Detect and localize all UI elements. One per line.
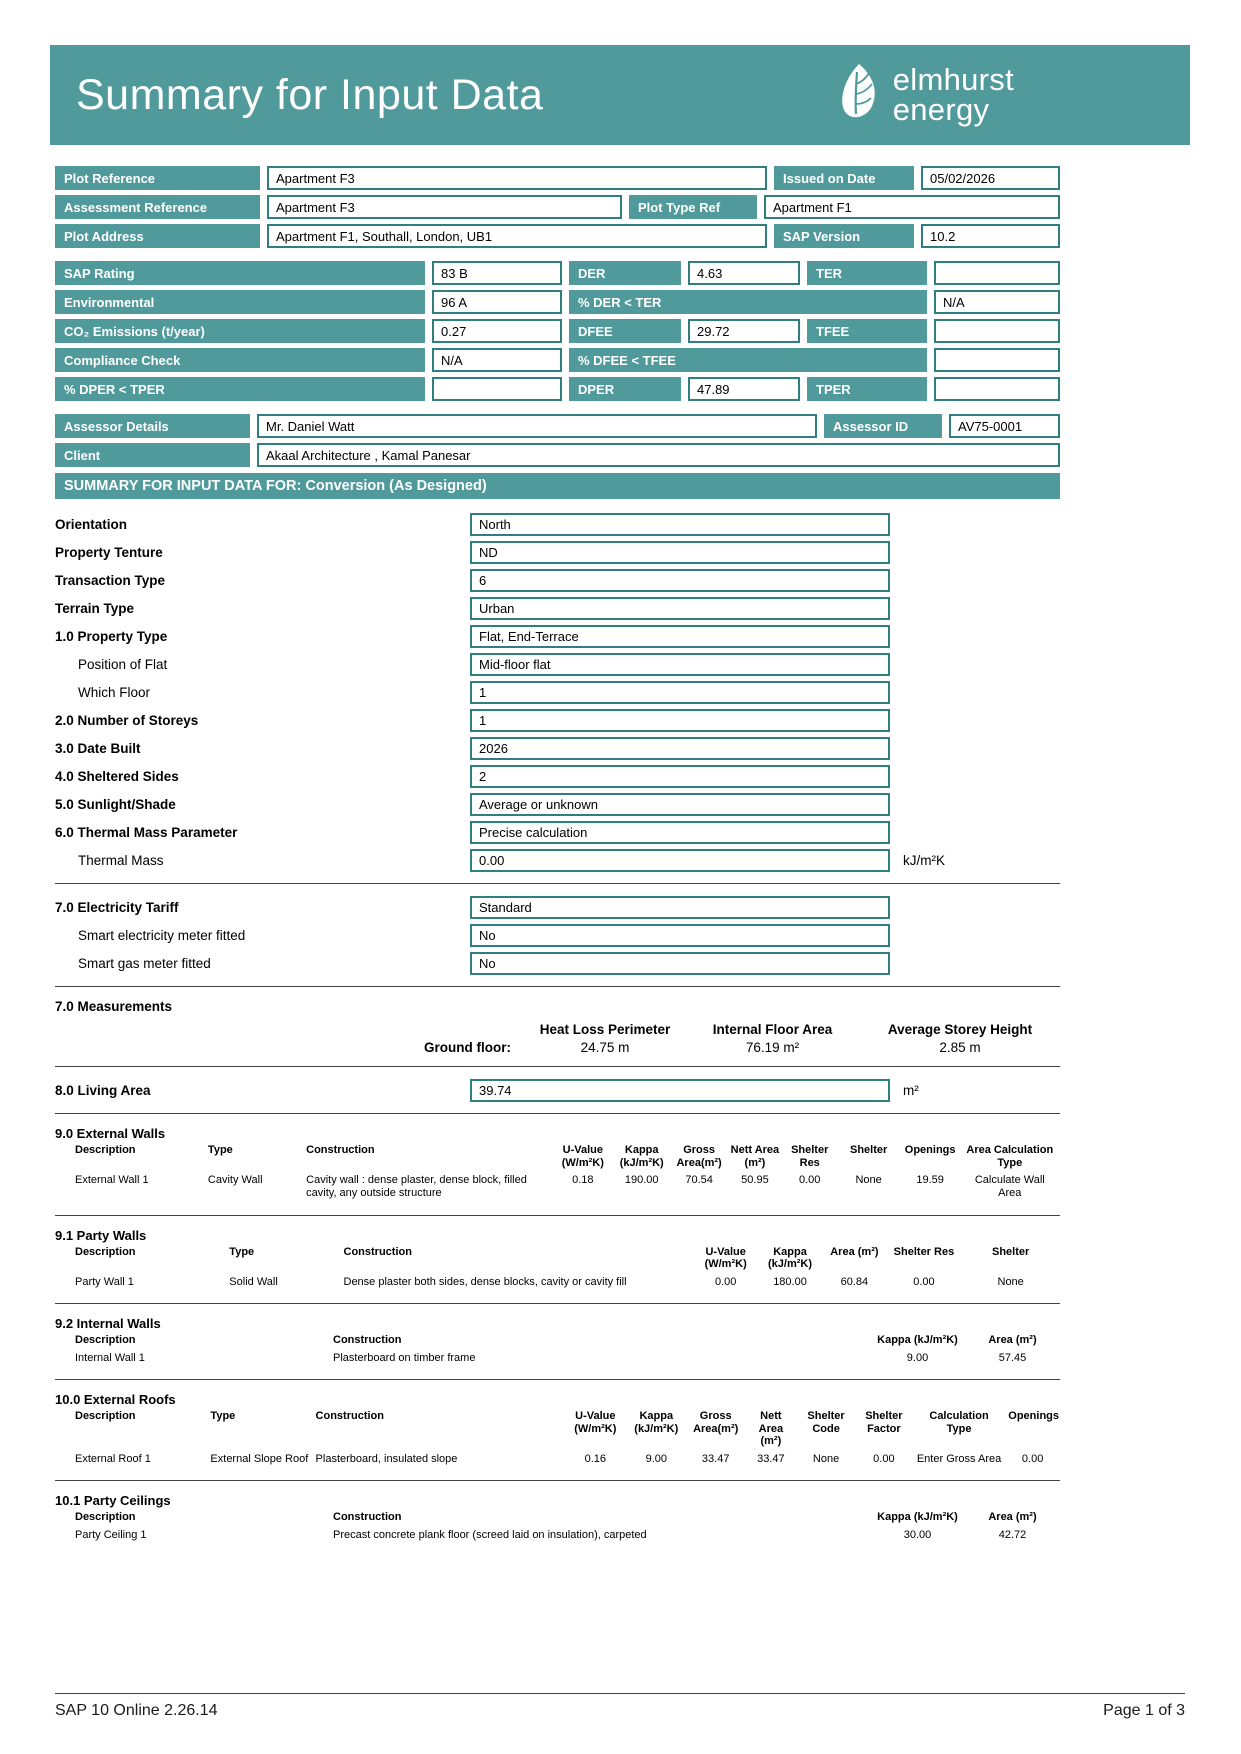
section-divider <box>55 1215 1060 1216</box>
software-version: SAP 10 Online 2.26.14 <box>55 1702 218 1719</box>
page-number: Page 1 of 3 <box>1103 1702 1185 1719</box>
col-header: Kappa (kJ/m²K) <box>768 1245 813 1271</box>
cell: Dense plaster both sides, dense blocks, cavity or cavity fill <box>343 1275 627 1288</box>
orientation-row <box>55 513 1060 536</box>
pct-der-ter-label: % DER < TER <box>569 290 927 314</box>
cell: Calculate Wall Area <box>974 1174 1045 1200</box>
cell: 33.47 <box>701 1452 730 1465</box>
col-header: Shelter <box>849 1144 888 1156</box>
field-value: Standard <box>470 896 890 919</box>
col-header: Area (m²) <box>830 1245 879 1258</box>
sap-rating-label: SAP Rating <box>55 261 425 285</box>
plot-reference-value: Apartment F3 <box>267 166 767 190</box>
col-header: Description <box>75 1144 136 1156</box>
field-unit: kJ/m²K <box>903 853 945 868</box>
col-header: Calculation Type <box>929 1409 989 1435</box>
issued-on-date-value: 05/02/2026 <box>921 166 1060 190</box>
living-area-row <box>55 1079 1060 1102</box>
table-row <box>55 1349 1060 1368</box>
smart-electricity-meter-row <box>55 924 1060 947</box>
col-header: Construction <box>315 1409 384 1422</box>
cell: None <box>997 1275 1024 1288</box>
internal-walls-section <box>55 1316 1060 1368</box>
table-row <box>55 1273 1060 1292</box>
which-floor-row <box>55 681 1060 704</box>
field-label: 1.0 Property Type <box>55 629 168 644</box>
client-row <box>55 443 1060 467</box>
section-divider <box>55 1379 1060 1380</box>
field-value: 1 <box>470 709 890 732</box>
field-label: Smart electricity meter fitted <box>78 928 246 943</box>
assessor-details-value: Mr. Daniel Watt <box>257 414 817 438</box>
cell: Plasterboard, insulated slope <box>315 1452 458 1465</box>
tfee-label: TFEE <box>807 319 927 343</box>
assessor-id-value: AV75-0001 <box>949 414 1060 438</box>
plot-reference-label: Plot Reference <box>55 166 260 190</box>
assessment-reference-row <box>55 195 1060 219</box>
field-value: North <box>470 513 890 536</box>
cell: Enter Gross Area <box>916 1452 1002 1465</box>
logo-text <box>892 61 1014 127</box>
environmental-row <box>55 290 1060 314</box>
cell: External Slope Roof <box>210 1452 309 1465</box>
party-walls-table <box>55 1244 1060 1292</box>
cell: None <box>855 1174 882 1187</box>
field-value: Flat, End-Terrace <box>470 625 890 648</box>
internal-floor-area-value: 76.19 m² <box>745 1040 800 1055</box>
assessment-reference-value: Apartment F3 <box>267 195 622 219</box>
col-header: Description <box>75 1409 136 1422</box>
summary-section-header: SUMMARY FOR INPUT DATA FOR: Conversion (As Designed) <box>55 473 1060 499</box>
external-roofs-section <box>55 1392 1060 1469</box>
field-value: 2 <box>470 765 890 788</box>
col-header: Kappa (kJ/m²K) <box>634 1409 679 1435</box>
average-storey-height-value: 2.85 m <box>939 1040 981 1055</box>
pct-der-ter-value: N/A <box>934 290 1060 314</box>
col-header: Construction <box>343 1245 412 1258</box>
co2-emissions-label: CO₂ Emissions (t/year) <box>55 319 425 343</box>
cell: Internal Wall 1 <box>75 1351 145 1364</box>
section-divider <box>55 986 1060 987</box>
col-header: Kappa (kJ/m²K) <box>877 1511 958 1524</box>
cell: 57.45 <box>998 1351 1027 1364</box>
col-header: Area (m²) <box>988 1511 1037 1524</box>
party-ceilings-table <box>55 1509 1060 1545</box>
cell: 30.00 <box>903 1528 932 1541</box>
sap-version-label: SAP Version <box>774 224 914 248</box>
compliance-check-row <box>55 348 1060 372</box>
cell: Solid Wall <box>229 1275 278 1288</box>
measurements-title: 7.0 Measurements <box>55 999 173 1014</box>
col-header: Gross Area(m²) <box>693 1409 739 1435</box>
cell: Party Ceiling 1 <box>75 1528 147 1541</box>
field-label: 2.0 Number of Storeys <box>55 713 199 728</box>
col-header: Shelter <box>992 1245 1030 1258</box>
page-title: Summary for Input Data <box>76 70 544 119</box>
ter-label: TER <box>807 261 927 285</box>
col-header: Kappa (kJ/m²K) <box>877 1334 958 1347</box>
measurements-section <box>55 999 1060 1055</box>
field-value: Urban <box>470 597 890 620</box>
cell: 19.59 <box>916 1174 944 1187</box>
section-divider <box>55 1113 1060 1114</box>
issued-on-date-label: Issued on Date <box>774 166 914 190</box>
col-header: Description <box>75 1334 136 1347</box>
col-header: Nett Area (m²) <box>730 1144 780 1169</box>
col-header: Description <box>75 1245 136 1258</box>
leaf-icon <box>835 62 881 129</box>
report-body <box>55 166 1060 1545</box>
dper-label: DPER <box>569 377 681 401</box>
sap-rating-value: 83 B <box>432 261 562 285</box>
col-header: Construction <box>333 1511 402 1524</box>
col-header: U-Value (W/m²K) <box>704 1245 747 1271</box>
cell: 0.00 <box>913 1275 935 1288</box>
sap-version-value: 10.2 <box>921 224 1060 248</box>
sheltered-sides-row <box>55 765 1060 788</box>
dper-value: 47.89 <box>688 377 800 401</box>
thermal-mass-parameter-row <box>55 821 1060 844</box>
position-of-flat-row <box>55 653 1060 676</box>
cell: External Wall 1 <box>75 1174 149 1187</box>
cell: 180.00 <box>773 1275 807 1288</box>
table-row <box>55 1526 1060 1545</box>
property-type-row <box>55 625 1060 648</box>
col-header: Type <box>229 1245 255 1258</box>
environmental-value: 96 A <box>432 290 562 314</box>
field-value: 39.74 <box>470 1079 890 1102</box>
client-value: Akaal Architecture , Kamal Panesar <box>257 443 1060 467</box>
col-header: Area Calculation Type <box>966 1144 1054 1169</box>
field-label: Transaction Type <box>55 573 166 588</box>
transaction-type-row <box>55 569 1060 592</box>
field-label: 3.0 Date Built <box>55 741 141 756</box>
footer-rule <box>55 1693 1185 1694</box>
cell: External Roof 1 <box>75 1452 151 1465</box>
col-header: Shelter Res <box>893 1245 955 1258</box>
measurements-col-header: Heat Loss Perimeter <box>539 1022 671 1037</box>
sunlight-shade-row <box>55 793 1060 816</box>
internal-walls-title: 9.2 Internal Walls <box>55 1316 161 1332</box>
heat-loss-perimeter-value: 24.75 m <box>580 1040 630 1055</box>
col-header: Description <box>75 1511 136 1524</box>
party-walls-title: 9.1 Party Walls <box>55 1227 147 1243</box>
field-label: Which Floor <box>78 685 151 700</box>
assessor-id-label: Assessor ID <box>824 414 942 438</box>
pct-dfee-tfee-label: % DFEE < TFEE <box>569 348 927 372</box>
cell: 9.00 <box>906 1351 929 1364</box>
cell: Cavity wall : dense plaster, dense block, filled cavity, any outside structure <box>306 1174 527 1200</box>
field-unit: m² <box>903 1083 919 1098</box>
measurements-col-header: Average Storey Height <box>887 1022 1033 1037</box>
measurements-col-header: Internal Floor Area <box>712 1022 833 1037</box>
cell: Party Wall 1 <box>75 1275 134 1288</box>
assessor-row <box>55 414 1060 438</box>
section-divider <box>55 1066 1060 1067</box>
compliance-check-value: N/A <box>432 348 562 372</box>
field-value: Average or unknown <box>470 793 890 816</box>
col-header: Type <box>207 1144 233 1156</box>
cell: 190.00 <box>624 1174 659 1187</box>
col-header: Shelter Factor <box>865 1409 903 1435</box>
cell: 70.54 <box>685 1174 713 1187</box>
logo-line-2: energy <box>892 92 990 127</box>
tfee-value <box>934 319 1060 343</box>
cell: 0.00 <box>714 1275 737 1288</box>
cell: 60.84 <box>840 1275 869 1288</box>
field-label: Position of Flat <box>78 657 168 672</box>
party-ceilings-title: 10.1 Party Ceilings <box>55 1493 171 1509</box>
col-header: Construction <box>306 1144 375 1156</box>
field-value: 6 <box>470 569 890 592</box>
section-divider <box>55 1480 1060 1481</box>
compliance-check-label: Compliance Check <box>55 348 425 372</box>
field-value: Precise calculation <box>470 821 890 844</box>
cell: 0.00 <box>873 1452 895 1465</box>
date-built-row <box>55 737 1060 760</box>
report-header <box>50 45 1190 145</box>
cell: 0.18 <box>572 1174 594 1187</box>
assessment-reference-label: Assessment Reference <box>55 195 260 219</box>
col-header: Openings <box>1008 1409 1060 1422</box>
cell: Plasterboard on timber frame <box>333 1351 476 1364</box>
pct-dfee-tfee-value <box>934 348 1060 372</box>
dper-row <box>55 377 1060 401</box>
col-header: Kappa (kJ/m²K) <box>619 1144 664 1169</box>
der-value: 4.63 <box>688 261 800 285</box>
field-value: No <box>470 924 890 947</box>
co2-emissions-value: 0.27 <box>432 319 562 343</box>
page-footer <box>55 1693 1185 1720</box>
external-walls-section <box>55 1126 1060 1204</box>
col-header: Type <box>210 1409 236 1422</box>
terrain-type-row <box>55 597 1060 620</box>
party-ceilings-section <box>55 1493 1060 1545</box>
field-value: 1 <box>470 681 890 704</box>
col-header: U-Value (W/m²K) <box>561 1144 604 1169</box>
field-label: 4.0 Sheltered Sides <box>55 769 179 784</box>
col-header: U-Value (W/m²K) <box>574 1409 617 1435</box>
col-header: Shelter Code <box>807 1409 845 1435</box>
col-header: Area (m²) <box>988 1334 1037 1347</box>
electricity-tariff-row <box>55 896 1060 919</box>
field-label: Terrain Type <box>55 601 135 616</box>
field-value: No <box>470 952 890 975</box>
der-label: DER <box>569 261 681 285</box>
field-label: Smart gas meter fitted <box>78 956 211 971</box>
plot-address-row <box>55 224 1060 248</box>
tper-value <box>934 377 1060 401</box>
cell: 9.00 <box>645 1452 667 1465</box>
plot-reference-row <box>55 166 1060 190</box>
cell: 33.47 <box>757 1452 785 1465</box>
cell: None <box>812 1452 840 1465</box>
col-header: Gross Area(m²) <box>676 1144 722 1169</box>
field-value: ND <box>470 541 890 564</box>
col-header: Nett Area (m²) <box>758 1409 784 1448</box>
environmental-label: Environmental <box>55 290 425 314</box>
field-value: 2026 <box>470 737 890 760</box>
cell: 0.16 <box>584 1452 607 1465</box>
field-label: 6.0 Thermal Mass Parameter <box>55 825 238 840</box>
table-row <box>55 1450 1060 1469</box>
assessor-details-label: Assessor Details <box>55 414 250 438</box>
pct-dper-tper-value <box>432 377 562 401</box>
cell: 0.00 <box>1021 1452 1044 1465</box>
plot-address-value: Apartment F1, Southall, London, UB1 <box>267 224 767 248</box>
property-tenture-row <box>55 541 1060 564</box>
external-walls-table <box>55 1142 1060 1204</box>
measurements-row-label: Ground floor: <box>424 1040 511 1055</box>
plot-address-label: Plot Address <box>55 224 260 248</box>
col-header: Shelter Res <box>791 1144 829 1169</box>
cell: 50.95 <box>741 1174 769 1187</box>
cell: 0.00 <box>799 1174 821 1187</box>
thermal-mass-row <box>55 849 1060 872</box>
field-label: 5.0 Sunlight/Shade <box>55 797 176 812</box>
elmhurst-logo <box>835 62 1164 129</box>
internal-walls-table <box>55 1332 1060 1368</box>
dfee-label: DFEE <box>569 319 681 343</box>
field-label: Thermal Mass <box>78 853 164 868</box>
external-roofs-table <box>55 1408 1060 1469</box>
tper-label: TPER <box>807 377 927 401</box>
field-label: 7.0 Electricity Tariff <box>55 900 179 915</box>
cell: Cavity Wall <box>207 1174 263 1187</box>
party-walls-section <box>55 1228 1060 1292</box>
table-row <box>55 1171 1060 1203</box>
external-walls-title: 9.0 External Walls <box>55 1126 166 1141</box>
plot-type-ref-label: Plot Type Ref <box>629 195 757 219</box>
smart-gas-meter-row <box>55 952 1060 975</box>
plot-type-ref-value: Apartment F1 <box>764 195 1060 219</box>
client-label: Client <box>55 443 250 467</box>
pct-dper-tper-label: % DPER < TPER <box>55 377 425 401</box>
field-value: Mid-floor flat <box>470 653 890 676</box>
sap-rating-row <box>55 261 1060 285</box>
dfee-value: 29.72 <box>688 319 800 343</box>
field-value: 0.00 <box>470 849 890 872</box>
co2-emissions-row <box>55 319 1060 343</box>
ter-value <box>934 261 1060 285</box>
measurements-grid <box>55 1022 1060 1055</box>
external-roofs-title: 10.0 External Roofs <box>55 1391 176 1407</box>
cell: Precast concrete plank floor (screed laid on insulation), carpeted <box>333 1528 647 1541</box>
section-divider <box>55 883 1060 884</box>
cell: 42.72 <box>998 1528 1027 1541</box>
col-header: Openings <box>904 1144 956 1156</box>
logo-line-1: elmhurst <box>892 61 1014 97</box>
field-label: Property Tenture <box>55 545 163 560</box>
col-header: Construction <box>333 1334 402 1347</box>
number-of-storeys-row <box>55 709 1060 732</box>
field-label: Orientation <box>55 517 128 532</box>
field-label: 8.0 Living Area <box>55 1083 151 1098</box>
section-divider <box>55 1303 1060 1304</box>
